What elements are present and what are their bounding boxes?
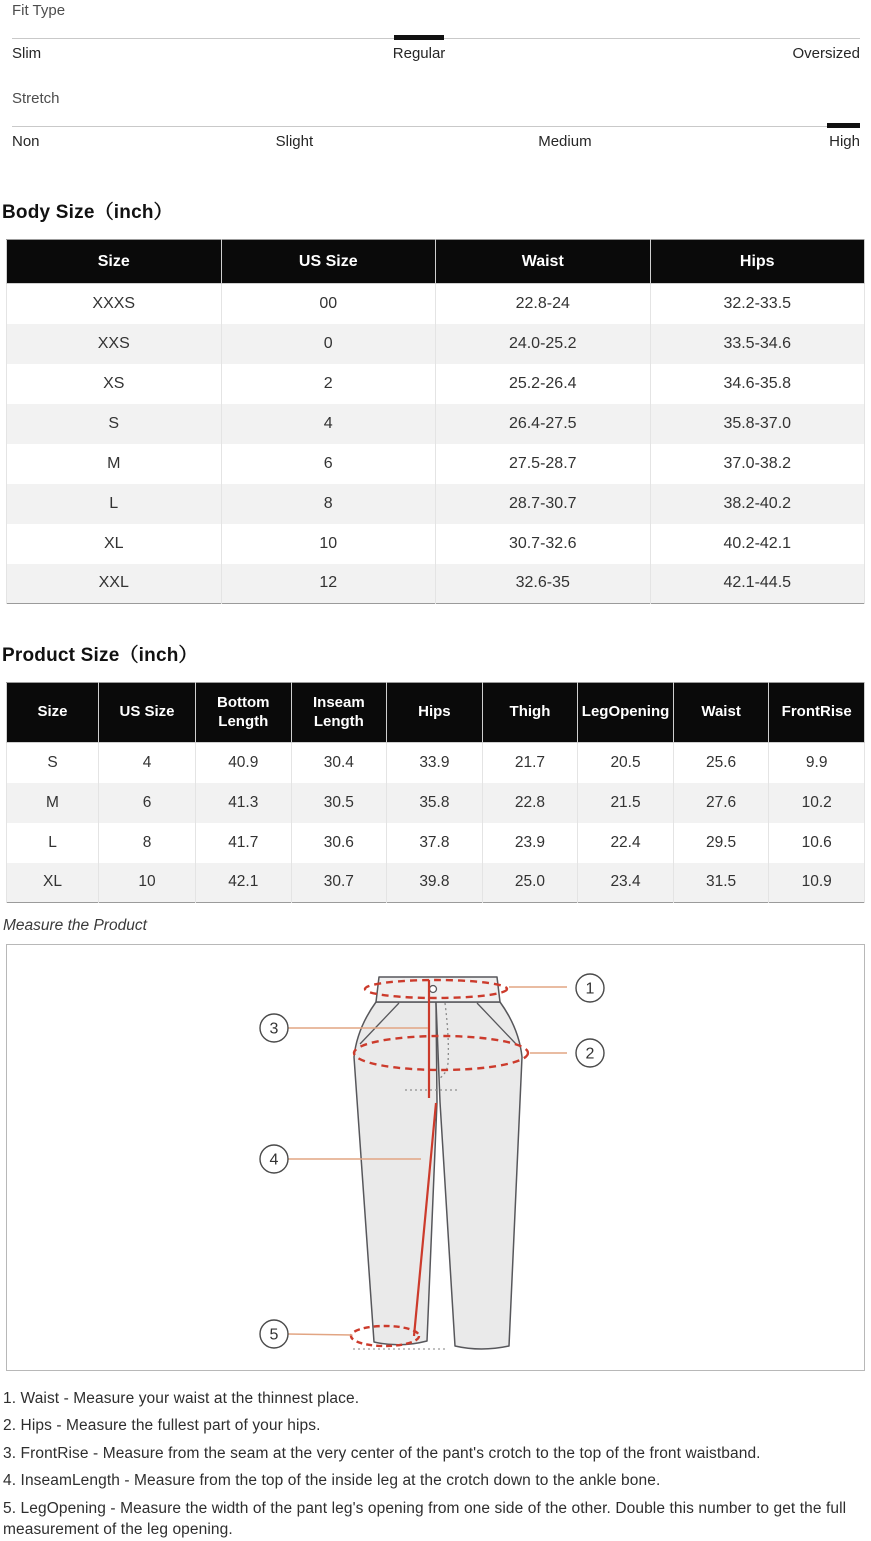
table-cell: 25.6	[673, 743, 769, 783]
table-row	[7, 823, 865, 863]
measurement-notes	[3, 1389, 867, 1541]
table-header-row	[7, 683, 865, 743]
table-cell: M	[7, 783, 99, 823]
table-cell: 38.2-40.2	[650, 484, 865, 524]
column-header: FrontRise	[769, 683, 865, 743]
table-row	[7, 743, 865, 783]
column-header: Bottom Length	[196, 683, 292, 743]
table-cell: 34.6-35.8	[650, 364, 865, 404]
table-cell: 40.9	[196, 743, 292, 783]
column-header: Size	[7, 240, 222, 284]
table-cell: 37.0-38.2	[650, 444, 865, 484]
table-cell: 41.7	[196, 823, 292, 863]
table-cell: XXXS	[7, 284, 222, 324]
stretch-labels	[12, 133, 860, 153]
fit-scales-section	[0, 0, 871, 153]
table-cell: 0	[221, 324, 436, 364]
table-cell: 00	[221, 284, 436, 324]
stretch-scale	[12, 90, 860, 153]
table-cell: 39.8	[387, 863, 483, 903]
column-header: Hips	[387, 683, 483, 743]
table-cell: XXL	[7, 564, 222, 604]
table-row	[7, 404, 865, 444]
button-icon	[430, 986, 437, 993]
table-cell: 10	[99, 863, 196, 903]
table-row	[7, 524, 865, 564]
table-cell: 10.6	[769, 823, 865, 863]
fit-type-labels	[12, 45, 860, 65]
fit-type-option-slim: Slim	[12, 45, 42, 62]
table-cell: 37.8	[387, 823, 483, 863]
table-cell: XL	[7, 524, 222, 564]
table-cell: 6	[221, 444, 436, 484]
measure-caption: Measure the Product	[3, 917, 147, 934]
column-header: Waist	[673, 683, 769, 743]
callout-3: 3	[269, 1020, 279, 1038]
table-cell: 42.1-44.5	[650, 564, 865, 604]
pants-outline-icon	[354, 977, 522, 1349]
stretch-selected-tick	[827, 123, 860, 128]
table-cell: XXS	[7, 324, 222, 364]
stretch-option-high: High	[829, 133, 860, 150]
table-cell: 24.0-25.2	[436, 324, 651, 364]
table-cell: 10.9	[769, 863, 865, 903]
pants-measurement-diagram	[6, 944, 865, 1371]
note-inseam-length: 4. InseamLength - Measure from the top of the inside leg at the crotch down to the ankle bone.	[3, 1472, 661, 1490]
table-cell: 32.6-35	[436, 564, 651, 604]
table-cell: 21.7	[482, 743, 578, 783]
table-cell: 22.8-24	[436, 284, 651, 324]
table-cell: 8	[221, 484, 436, 524]
table-cell: 23.9	[482, 823, 578, 863]
stretch-track	[12, 121, 860, 127]
table-cell: L	[7, 484, 222, 524]
table-cell: 31.5	[673, 863, 769, 903]
column-header: Thigh	[482, 683, 578, 743]
fit-type-option-oversized: Oversized	[792, 45, 860, 62]
fit-type-selected-tick	[394, 35, 444, 40]
table-row	[7, 364, 865, 404]
fit-type-option-regular: Regular	[392, 45, 446, 62]
fit-type-track	[12, 33, 860, 39]
stretch-option-slight: Slight	[275, 133, 314, 150]
table-cell: 30.6	[291, 823, 387, 863]
callout-4: 4	[269, 1151, 279, 1169]
note-leg-opening: 5. LegOpening - Measure the width of the pant leg's opening from one side of the other. Double this number to get the full measurement of the leg opening.	[3, 1499, 847, 1538]
table-cell: 25.0	[482, 863, 578, 903]
table-row	[7, 284, 865, 324]
table-row	[7, 324, 865, 364]
table-cell: 25.2-26.4	[436, 364, 651, 404]
table-cell: 6	[99, 783, 196, 823]
table-cell: 42.1	[196, 863, 292, 903]
table-cell: 30.7	[291, 863, 387, 903]
table-cell: 22.8	[482, 783, 578, 823]
table-row	[7, 783, 865, 823]
stretch-option-medium: Medium	[538, 133, 592, 150]
table-cell: 40.2-42.1	[650, 524, 865, 564]
table-cell: 35.8	[387, 783, 483, 823]
table-cell: 32.2-33.5	[650, 284, 865, 324]
table-cell: 29.5	[673, 823, 769, 863]
table-cell: 22.4	[578, 823, 674, 863]
table-row	[7, 564, 865, 604]
table-cell: 10	[221, 524, 436, 564]
table-cell: S	[7, 404, 222, 444]
table-row	[7, 484, 865, 524]
table-cell: 2	[221, 364, 436, 404]
table-cell: 8	[99, 823, 196, 863]
callout-2: 2	[585, 1045, 595, 1063]
product-size-heading: Product Size（inch）	[2, 645, 198, 666]
table-cell: 27.6	[673, 783, 769, 823]
pants-diagram-svg	[7, 945, 864, 1370]
table-cell: 23.4	[578, 863, 674, 903]
table-cell: 28.7-30.7	[436, 484, 651, 524]
table-cell: 35.8-37.0	[650, 404, 865, 444]
table-cell: 4	[99, 743, 196, 783]
body-size-table	[6, 239, 865, 604]
table-cell: M	[7, 444, 222, 484]
table-cell: 30.7-32.6	[436, 524, 651, 564]
table-cell: 21.5	[578, 783, 674, 823]
table-cell: 20.5	[578, 743, 674, 783]
table-cell: 33.5-34.6	[650, 324, 865, 364]
table-cell: 33.9	[387, 743, 483, 783]
table-cell: 41.3	[196, 783, 292, 823]
table-row	[7, 444, 865, 484]
table-cell: 27.5-28.7	[436, 444, 651, 484]
column-header: LegOpening	[578, 683, 674, 743]
table-cell: 12	[221, 564, 436, 604]
table-cell: XL	[7, 863, 99, 903]
table-cell: 9.9	[769, 743, 865, 783]
note-front-rise: 3. FrontRise - Measure from the seam at the very center of the pant's crotch to the top of the front waistband.	[3, 1444, 761, 1462]
fit-type-scale	[12, 2, 860, 65]
callout-1: 1	[585, 980, 595, 998]
table-cell: XS	[7, 364, 222, 404]
product-size-table	[6, 682, 865, 903]
callout-5: 5	[269, 1326, 279, 1344]
fit-type-title: Fit Type	[12, 2, 66, 19]
table-cell: 4	[221, 404, 436, 444]
table-row	[7, 863, 865, 903]
table-header-row	[7, 240, 865, 284]
body-size-heading: Body Size（inch）	[2, 202, 173, 223]
stretch-title: Stretch	[12, 90, 60, 107]
column-header: US Size	[99, 683, 196, 743]
column-header: Hips	[650, 240, 865, 284]
table-cell: S	[7, 743, 99, 783]
column-header: Size	[7, 683, 99, 743]
column-header: Waist	[436, 240, 651, 284]
table-cell: 10.2	[769, 783, 865, 823]
table-cell: 26.4-27.5	[436, 404, 651, 444]
column-header: Inseam Length	[291, 683, 387, 743]
table-cell: L	[7, 823, 99, 863]
table-cell: 30.4	[291, 743, 387, 783]
note-hips: 2. Hips - Measure the fullest part of your hips.	[3, 1417, 321, 1435]
stretch-option-non: Non	[12, 133, 40, 150]
note-waist: 1. Waist - Measure your waist at the thinnest place.	[3, 1390, 360, 1407]
table-cell: 30.5	[291, 783, 387, 823]
stretch-track-line	[12, 126, 860, 127]
column-header: US Size	[221, 240, 436, 284]
